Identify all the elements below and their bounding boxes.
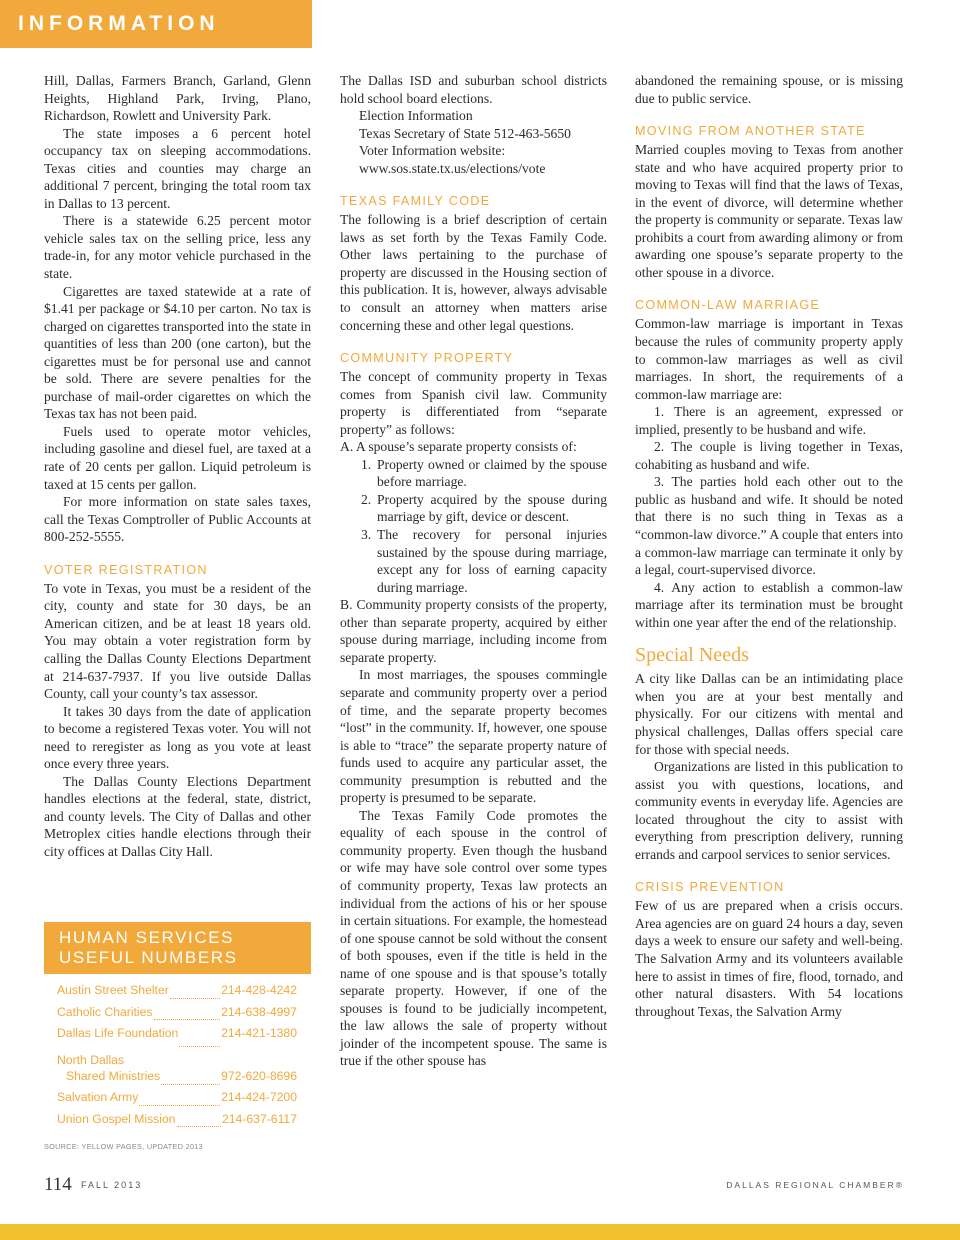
phone-number: 214-428-4242 [221,983,297,997]
section-heading-special-needs: Special Needs [635,644,749,667]
list-item [340,526,607,596]
section-heading-common-law: COMMON-LAW MARRIAGE [635,298,821,313]
org-name: Shared Ministries [66,1069,161,1083]
page-number: 114 [44,1174,72,1195]
list-text: The recovery for personal injuries sustained by the spouse during marriage, except any for loss of earning capacity during marriage. [377,527,607,595]
paragraph: The concept of community property in Texas comes from Spanish civil law. Community property is differentiated from “separate property” as follows: [340,369,607,437]
paragraph: Hill, Dallas, Farmers Branch, Garland, Glenn Heights, Highland Park, Irving, Plano, Richardson, Rowlett and University Park. [44,73,311,124]
paragraph: A city like Dallas can be an intimidating place when you are at your best mentally and physically. For our citizens with mental and physical challenges, Dallas offers special care for those with special needs. [635,671,903,757]
section-heading-crisis-prevention: CRISIS PREVENTION [635,880,785,895]
column-1 [44,72,311,861]
paragraph: The Dallas ISD and suburban school districts hold school board elections. [340,73,607,106]
section-heading-texas-family-code: TEXAS FAMILY CODE [340,194,491,209]
paragraph: Few of us are prepared when a crisis occurs. Area agencies are on guard 24 hours a day, seven days a week to ensure our safety and well-being. The Salvation Army and its volunteers available here to assist in times of fire, flood, tornado, and other natural disasters. With 54 locations throughout Texas, the Salvation Army [635,898,903,1019]
paragraph: The Texas Family Code promotes the equality of each spouse in the control of community property. Even though the husband or wife may have sole control over some types of community property, Texas law protects an individual from the actions of his or her spouse in certain situations. For example, the homestead of one spouse cannot be sold without the consent of both spouses, even if the title is held in the name of one spouse and is that spouse’s totally separate property. However, if one of the spouses is found to be judicially incompetent, the law allows the sale of property without joinder of the incompetent spouse. The same is true if the other spouse has [340,807,607,1069]
human-services-title-line2: USEFUL NUMBERS [59,948,238,967]
election-info-line: Election Information [359,108,473,124]
list-item [340,456,607,491]
edition-label: FALL 2013 [81,1180,143,1190]
human-services-title-line1: HUMAN SERVICES [59,928,235,947]
paragraph: 3. The parties hold each other out to the public as husband and wife. It should be noted that there is no such thing in Texas as a “common-law divorce.” A couple that enters into a common-law marriage can terminate it only by a legal, court-supervised divorce. [635,474,903,578]
phone-number: 214-421-1380 [221,1026,297,1040]
paragraph: The Dallas County Elections Department handles elections at the federal, state, district, and county levels. The City of Dallas and other Metroplex cities handle elections through their city offices at Dallas City Hall. [44,773,311,859]
paragraph: In most marriages, the spouses commingle separate and community property over a period of time, and the separate property becomes “lost” in the community. If, however, one spouse is able to “trace” the separate property nature of funds used to acquire any particular asset, the community presumption is rebutted and the property is presumed to be separate. [340,667,607,806]
leader-dots [161,1069,220,1085]
paragraph: To vote in Texas, you must be a resident of the city, county and state for 30 days, be an American citizen, and be at least 18 years old. You may obtain a voter registration form by calling the Dallas County Elections Department at 214-637-7937. If you live outside Dallas County, call your county’s tax assessor. [44,580,311,702]
leader-dots [139,1090,220,1106]
paragraph: It takes 30 days from the date of application to become a registered Texas voter. You will not need to reregister as long as you vote at least once every three years. [44,703,311,772]
list-text: Property owned or claimed by the spouse before marriage. [377,456,607,490]
paragraph: Fuels used to operate motor vehicles, including gasoline and diesel fuel, are taxed at a rate of 20 cents per gallon. Liquid petroleum is taxed at 15 cents per gallon. [44,423,311,492]
org-name: Union Gospel Mission [57,1111,176,1126]
section-heading-moving: MOVING FROM ANOTHER STATE [635,124,866,139]
phone-number: 214-638-4997 [221,1004,297,1019]
leader-dots [154,1005,221,1021]
organization-label: DALLAS REGIONAL CHAMBER® [726,1180,904,1190]
list-item [57,1090,297,1112]
list-number: 2. [361,491,372,507]
paragraph: Common-law marriage is important in Texas because the rules of community property apply to common-law marriages as well as civil marriages. In short, the requirements of a common-law marriage are: [635,316,903,402]
list-number: 3. [361,527,372,543]
list-item [57,1005,297,1027]
paragraph: The state imposes a 6 percent hotel occupancy tax on sleeping accommodations. Texas cities and counties may charge an additional 7 percent, bringing the total room tax in Dallas to 13 percent. [44,125,311,211]
leader-dots [170,983,220,999]
section-heading-voter-registration: VOTER REGISTRATION [44,562,208,577]
org-name: Salvation Army [57,1090,139,1104]
paragraph: 2. The couple is living together in Texas, cohabiting as husband and wife. [635,439,903,472]
list-item [340,491,607,526]
column-2 [340,72,607,1070]
section-label: INFORMATION [18,12,220,35]
list-text: Property acquired by the spouse during marriage by gift, device or descent. [377,491,607,525]
election-info-line: Texas Secretary of State 512-463-5650 [359,125,571,141]
human-services-list [57,983,297,1133]
list-item [57,1053,297,1090]
leader-dots [177,1112,221,1128]
phone-number: 214-637-6117 [222,1111,297,1126]
human-services-title-box [44,922,311,974]
section-heading-community-property: COMMUNITY PROPERTY [340,351,514,366]
phone-number: 972-620-8696 [221,1069,297,1083]
paragraph: For more information on state sales taxes, call the Texas Comptroller of Public Accounts at 800-252-5555. [44,494,311,545]
section-header-tab [0,0,312,48]
org-name: Catholic Charities [57,1004,153,1019]
column-3 [635,72,903,1020]
phone-number: 214-424-7200 [221,1090,297,1104]
paragraph: Organizations are listed in this publication to assist you with questions, locations, and community events in everyday life. Agencies are located throughout the city to assist with everything from prescription delivery, running errands and carpool services to senior services. [635,759,903,862]
leader-dots [179,1026,220,1047]
list-item [57,1112,297,1134]
org-name: Austin Street Shelter [57,983,169,997]
org-name-line1: North Dallas [57,1053,125,1067]
paragraph: Married couples moving to Texas from another state and who have acquired property prior to moving to Texas will find that the laws of Texas, in the event of divorce, will determine whether the property is community or separate. Texas law prohibits a court from awarding alimony or from awarding one spouse’s separate property to the other spouse in a divorce. [635,142,903,280]
source-note: SOURCE: YELLOW PAGES, UPDATED 2013 [44,1142,204,1151]
list-number: 1. [361,456,372,472]
election-info-line: www.sos.state.tx.us/elections/vote [359,160,546,176]
paragraph: A. A spouse’s separate property consists of: [340,439,577,455]
list-item [57,1026,297,1053]
list-item [57,983,297,1005]
org-name: Dallas Life Foundation [57,1026,179,1040]
paragraph: Cigarettes are taxed statewide at a rate of $1.41 per package or $4.10 per carton. No tax is charged on cigarettes transported into the state in quantities of less than 200 (one carton), but the cigarettes must be for personal use and cannot be sold. There are severe penalties for the purchase of mail-order cigarettes on which the Texas tax has not been paid. [44,283,311,422]
paragraph: There is a statewide 6.25 percent motor vehicle sales tax on the selling price, less any trade-in, for any motor vehicle purchased in the state. [44,213,311,282]
bottom-color-bar [0,1224,960,1240]
paragraph: B. Community property consists of the property, other than separate property, acquired by either spouse during marriage, including income from separate property. [340,597,607,665]
election-info-line: Voter Information website: [359,143,506,159]
paragraph: The following is a brief description of certain laws as set forth by the Texas Family Code. Other laws pertaining to the purchase of property are discussed in the Housing section of this publication. It is, however, always advisable to consult an attorney when matters arise concerning these and other legal questions. [340,212,607,333]
paragraph: 4. Any action to establish a common-law marriage after its termination must be brought within one year after the end of the relationship. [635,579,903,630]
paragraph: abandoned the remaining spouse, or is missing due to public service. [635,73,903,106]
paragraph: 1. There is an agreement, expressed or implied, presently to be husband and wife. [635,404,903,437]
